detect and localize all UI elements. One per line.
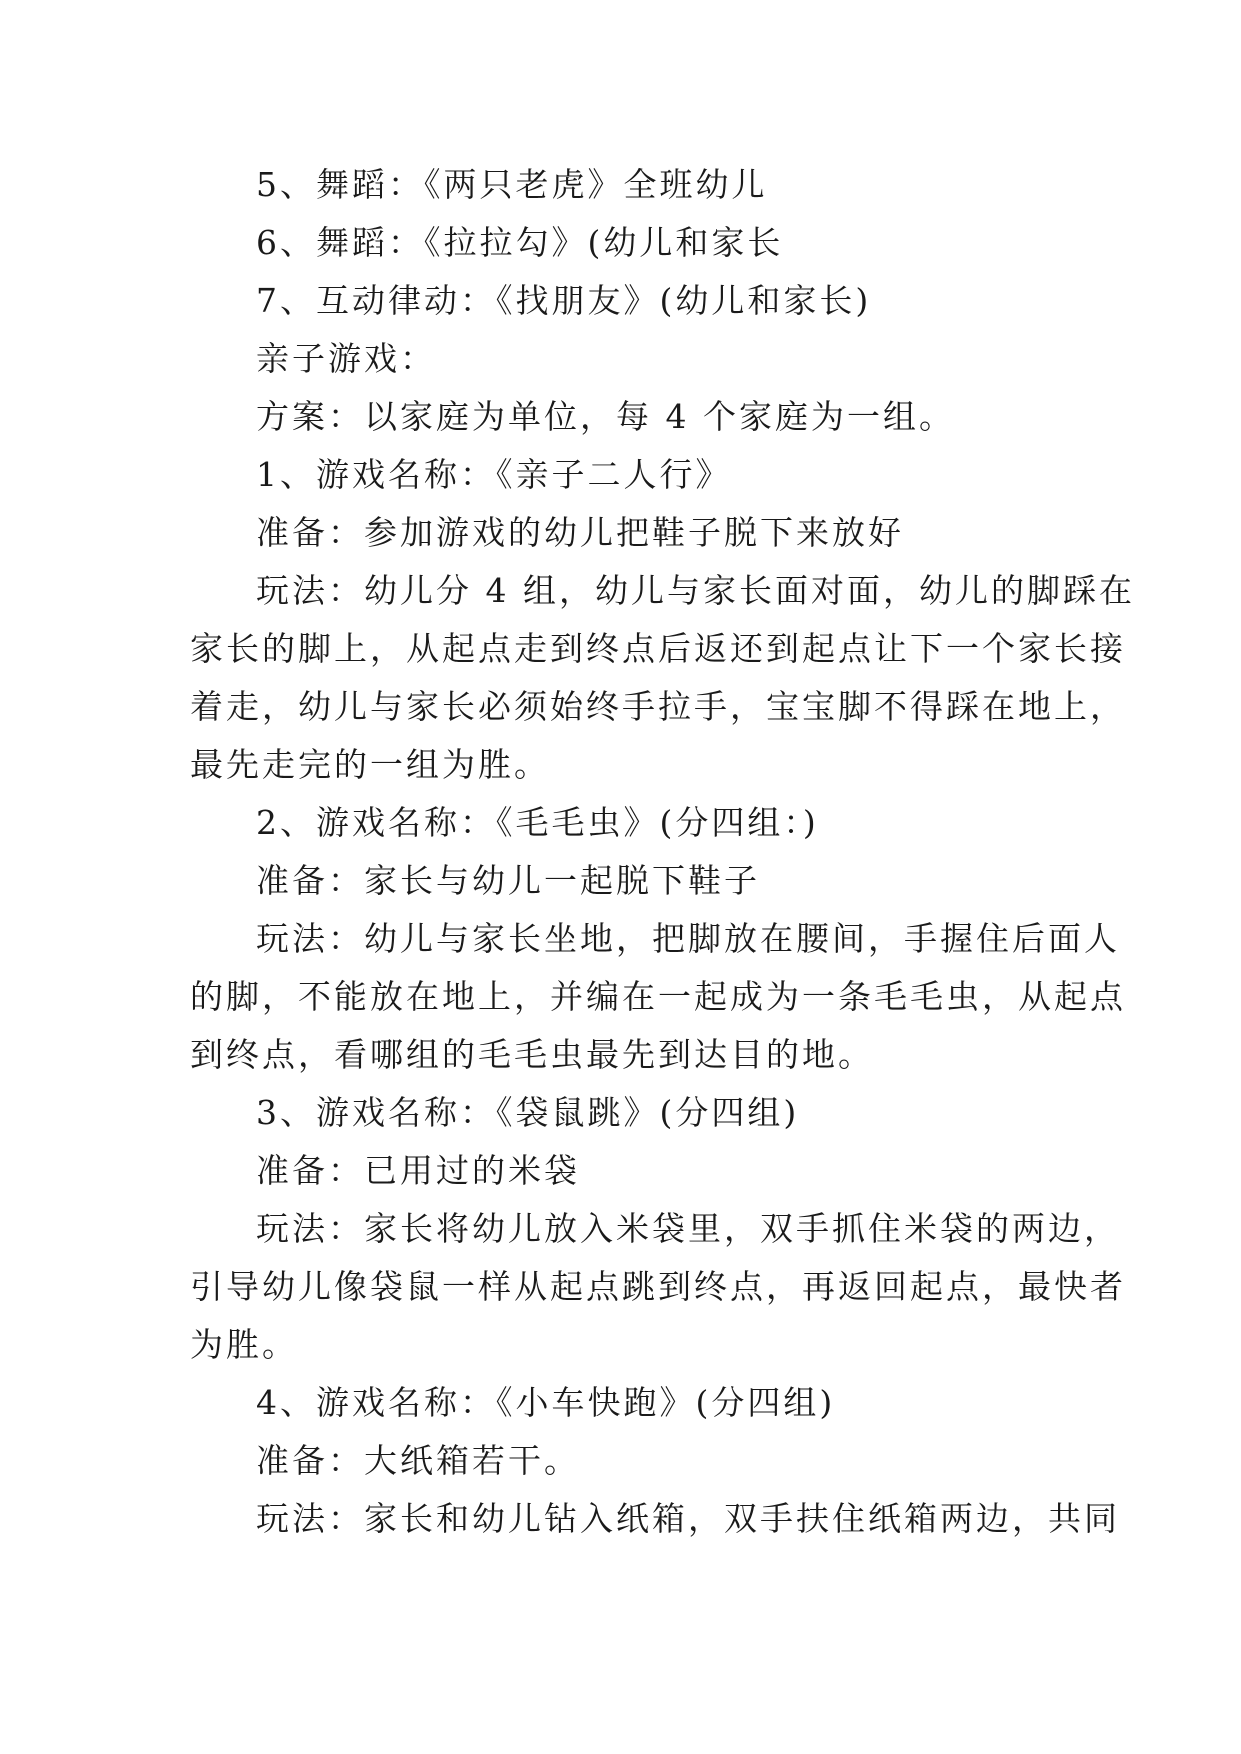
game-1-rules-line-1: 玩法：幼儿分 4 组，幼儿与家长面对面，幼儿的脚踩在 [256,571,1135,610]
game-3-rules-line-2: 引导幼儿像袋鼠一样从起点跳到终点，再返回起点，最快者 [190,1267,1126,1306]
game-1-rules-line-4: 最先走完的一组为胜。 [190,745,550,784]
game-1-rules-line-3: 着走，幼儿与家长必须始终手拉手，宝宝脚不得踩在地上， [190,687,1126,726]
game-4-rules-line-1: 玩法：家长和幼儿钻入纸箱，双手扶住纸箱两边，共同 [256,1499,1120,1538]
game-1-preparation: 准备：参加游戏的幼儿把鞋子脱下来放好 [256,513,904,552]
section-heading-parent-child-games: 亲子游戏： [256,339,436,378]
game-1-rules-line-2: 家长的脚上，从起点走到终点后返还到起点让下一个家长接 [190,629,1126,668]
game-1-title: 1、游戏名称：《亲子二人行》 [256,455,732,494]
game-3-title: 3、游戏名称：《袋鼠跳》(分四组) [256,1093,800,1132]
game-2-rules-line-1: 玩法：幼儿与家长坐地，把脚放在腰间，手握住后面人 [256,919,1120,958]
game-2-title: 2、游戏名称：《毛毛虫》(分四组：) [256,803,819,842]
game-3-preparation: 准备：已用过的米袋 [256,1151,580,1190]
program-item-7: 7、互动律动：《找朋友》(幼儿和家长) [256,281,872,320]
document-body [190,156,1135,1548]
game-2-preparation: 准备：家长与幼儿一起脱下鞋子 [256,861,760,900]
game-3-rules-line-1: 玩法：家长将幼儿放入米袋里，双手抓住米袋的两边， [256,1209,1120,1248]
grouping-plan: 方案：以家庭为单位，每 4 个家庭为一组。 [256,397,955,436]
game-2-rules-line-3: 到终点，看哪组的毛毛虫最先到达目的地。 [190,1035,874,1074]
game-4-preparation: 准备：大纸箱若干。 [256,1441,580,1480]
game-4-title: 4、游戏名称：《小车快跑》(分四组) [256,1383,836,1422]
game-3-rules-line-3: 为胜。 [190,1325,298,1364]
game-2-rules-line-2: 的脚，不能放在地上，并编在一起成为一条毛毛虫，从起点 [190,977,1126,1016]
program-item-6: 6、舞蹈：《拉拉勾》(幼儿和家长 [256,223,784,262]
program-item-5: 5、舞蹈：《两只老虎》全班幼儿 [256,165,768,204]
